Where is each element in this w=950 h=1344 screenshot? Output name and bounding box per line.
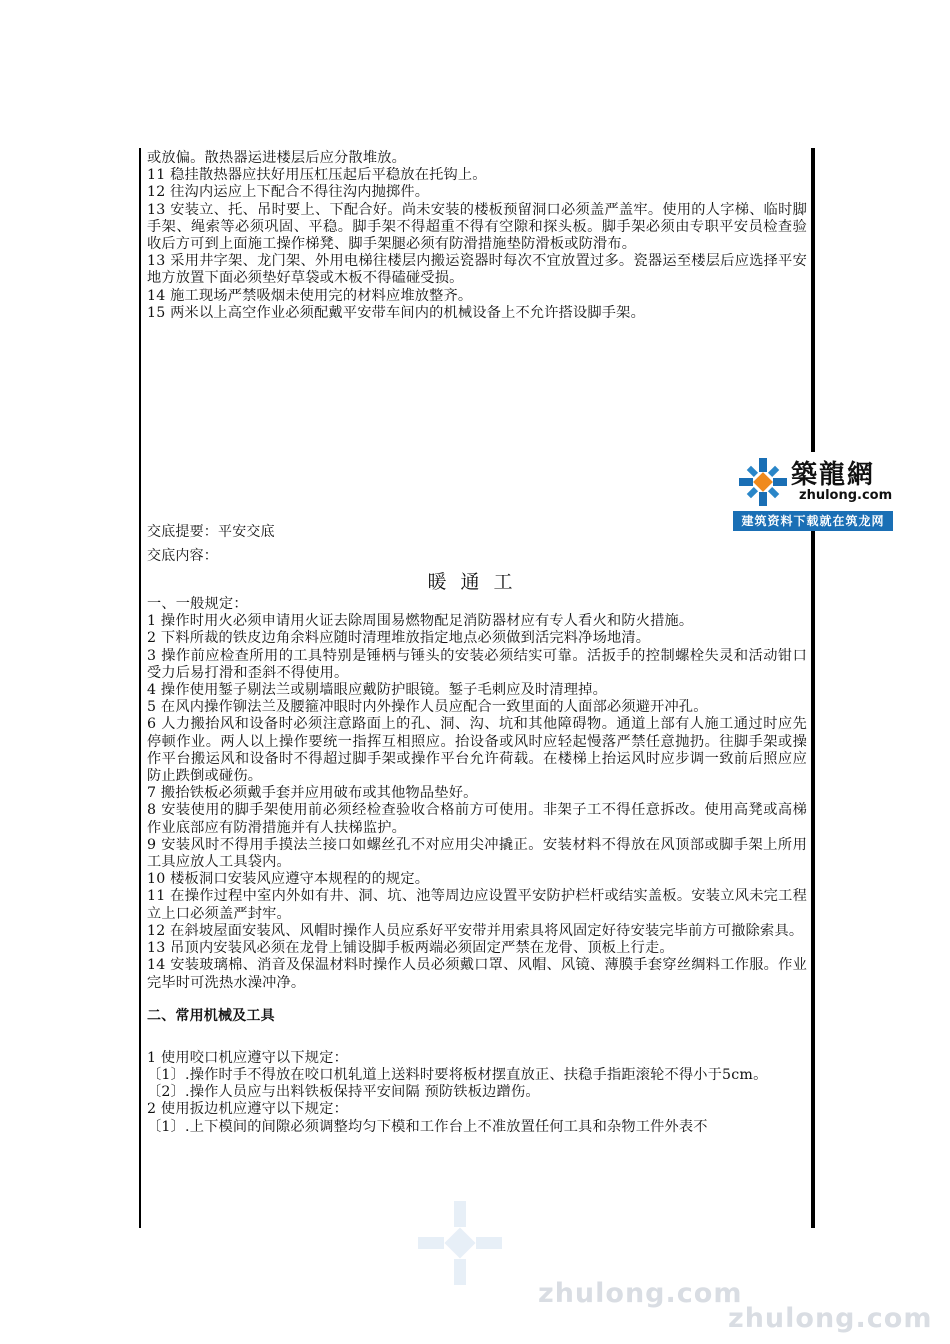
rule-item: 1 使用咬口机应遵守以下规定： bbox=[147, 1049, 348, 1066]
watermark-text: zhulong.com bbox=[728, 1303, 933, 1334]
rule-item: 9 安装风时不得用手摸法兰接口如螺丝孔不对应用尖冲撬正。安装材料不得放在风顶部或脚手架上所用工具应放人工具袋内。 bbox=[147, 836, 807, 871]
blank-space bbox=[147, 1025, 807, 1050]
document-body bbox=[147, 150, 807, 1136]
rule-item: 12 在斜坡屋面安装风、风帽时操作人员应系好平安带并用索具将风固定好待安装完毕前方可撤除索具。 bbox=[147, 922, 804, 939]
text-line: 13 安装立、托、吊时要上、下配合好。尚未安装的楼板预留洞口必须盖严盖牢。使用的人字梯、临时脚手架、绳索等必须巩固、平稳。脚手架不得超重不得有空隙和探头板。脚手架必须由专职平安员检查验收后方可到上面施工操作梯凳、脚手架腿必须有防滑措施垫防滑板或防滑布。 bbox=[147, 201, 807, 253]
section-heading-general: 一、一般规定： bbox=[147, 596, 248, 613]
rule-item: 10 楼板洞口安装风应遵守本规程的的规定。 bbox=[147, 871, 430, 888]
rule-item: 2 使用扳边机应遵守以下规定： bbox=[147, 1101, 348, 1118]
page-title: 暖通工 bbox=[427, 571, 527, 594]
rule-item: 5 在风内操作铆法兰及腰箍冲眼时内外操作人员应配合一致里面的人面部必须避开冲孔。 bbox=[147, 699, 708, 716]
text-line: 15 两米以上高空作业必须配戴平安带车间内的机械设备上不允许搭设脚手架。 bbox=[147, 304, 645, 321]
summary-label: 交底提要： bbox=[147, 524, 218, 541]
logo-domain: zhulong.com bbox=[799, 488, 893, 503]
rule-item: 7 搬抬铁板必须戴手套并应用破布或其他物品垫好。 bbox=[147, 785, 478, 802]
blank-space bbox=[147, 992, 807, 1007]
document-frame bbox=[139, 148, 815, 1228]
text-line: 13 采用井字架、龙门架、外用电梯往楼层内搬运瓷器时每次不宜放置过多。瓷器运至楼层后应选择平安地方放置下面必须垫好草袋或木板不得磕碰受损。 bbox=[147, 253, 807, 287]
text-line: 11 稳挂散热器应扶好用压杠压起后平稳放在托钩上。 bbox=[147, 167, 487, 184]
logo-chinese-name: 築龍網 bbox=[791, 460, 876, 490]
watermark-text: zhulong.com bbox=[538, 1278, 743, 1309]
rule-item: 〔1〕.上下模间的间隙必须调整均匀下模和工作台上不准放置任何工具和杂物工件外表不 bbox=[147, 1118, 708, 1135]
rule-item: 11 在操作过程中室内外如有井、洞、坑、池等周边应设置平安防护栏杆或结实盖板。安装立风未完工程立上口必须盖严封牢。 bbox=[147, 888, 807, 922]
rule-item: 1 操作时用火必须申请用火证去除周围易燃物配足消防器材应有专人看火和防火措施。 bbox=[147, 613, 694, 630]
rule-item: 〔2〕.操作人员应与出料铁板保持平安间隔 预防铁板边蹭伤。 bbox=[147, 1084, 540, 1101]
logo-slogan: 建筑资料下载就在筑龙网 bbox=[733, 511, 893, 531]
text-line: 或放偏。散热器运进楼层后应分散堆放。 bbox=[147, 150, 406, 166]
snowflake-logo-icon bbox=[736, 455, 790, 509]
zhulong-logo bbox=[733, 452, 893, 531]
rule-item: 2 下料所裁的铁皮边角余料应随时清理堆放指定地点必须做到活完料净场地清。 bbox=[147, 630, 651, 647]
rule-item: 4 操作使用錾子剔法兰或剔墙眼应戴防护眼镜。錾子毛刺应及时清理掉。 bbox=[147, 682, 607, 699]
watermark-snowflake-icon bbox=[405, 1198, 515, 1288]
rule-item: 13 吊顶内安装风必须在龙骨上铺设脚手板两端必须固定严禁在龙骨、顶板上行走。 bbox=[147, 940, 674, 957]
rule-item: 6 人力搬抬风和设备时必须注意路面上的孔、洞、沟、坑和其他障碍物。通道上部有人施工通过时应先停顿作业。两人以上操作要统一指挥互相照应。抬设备或风时应轻起慢落严禁任意抛扔。往脚手架或操作平台搬运风和设备时不得超过脚手架或操作平台允许荷载。在楼梯上抬运风时应步调一致前后照应应防止跌倒或碰伤。 bbox=[147, 716, 807, 785]
section-heading-machinery: 二、常用机械及工具 bbox=[147, 1007, 275, 1024]
content-label: 交底内容： bbox=[147, 548, 218, 565]
rule-item: 3 操作前应检查所用的工具特别是锤柄与锤头的安装必须结实可靠。活扳手的控制螺栓失灵和活动钳口受力后易打滑和歪斜不得使用。 bbox=[147, 647, 807, 681]
text-line: 14 施工现场严禁吸烟未使用完的材料应堆放整齐。 bbox=[147, 287, 473, 304]
summary-row bbox=[147, 520, 807, 544]
blank-space bbox=[147, 322, 807, 520]
summary-value: 平安交底 bbox=[218, 524, 275, 541]
rule-item: 8 安装使用的脚手架使用前必须经检查验收合格前方可使用。非架子工不得任意拆改。使用高凳或高梯作业底部应有防滑措施并有人扶梯监护。 bbox=[147, 802, 807, 836]
rule-item: 14 安装玻璃棉、消音及保温材料时操作人员必须戴口罩、风帽、风镜、薄膜手套穿丝绸料工作服。作业完毕时可洗热水澡冲净。 bbox=[147, 957, 807, 991]
text-line: 12 往沟内运应上下配合不得往沟内抛掷件。 bbox=[147, 184, 430, 201]
rule-item: 〔1〕.操作时手不得放在咬口机轧道上送料时要将板材摆直放正、扶稳手指距滚轮不得小于5cm。 bbox=[147, 1066, 768, 1083]
